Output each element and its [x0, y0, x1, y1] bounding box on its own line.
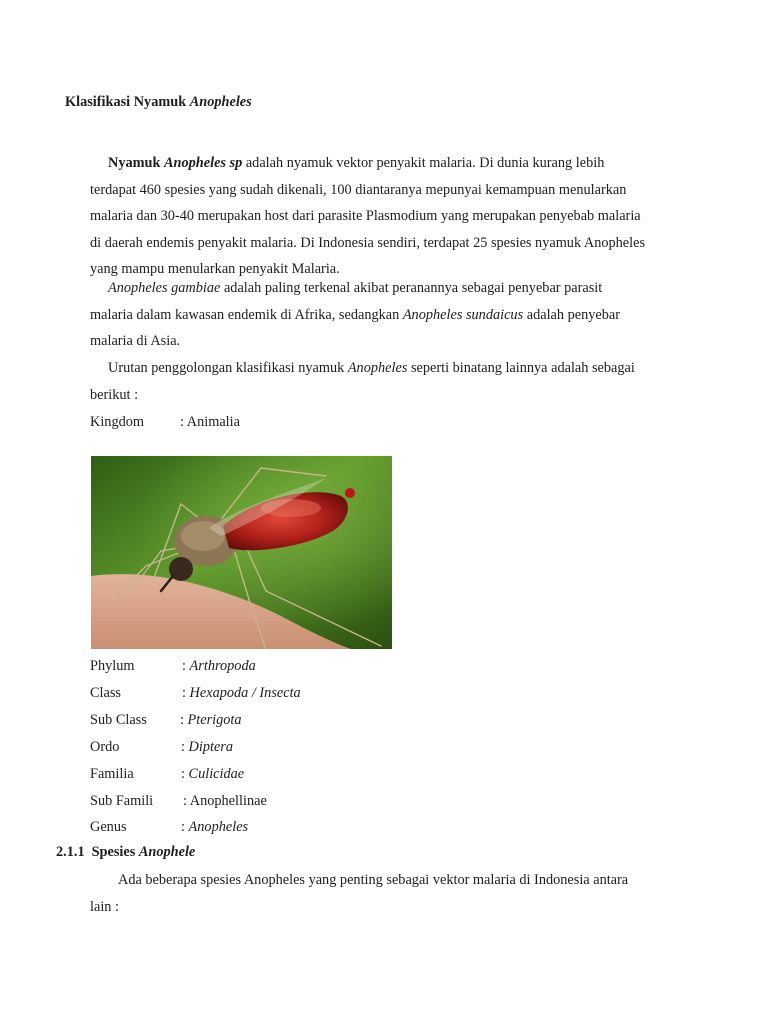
classification-value-text: Culicidae: [188, 766, 245, 782]
classification-value-text: Hexapoda / Insecta: [189, 685, 301, 701]
classification-colon: :: [180, 712, 188, 728]
p4-line2: lain :: [90, 898, 119, 915]
p2-text2: malaria dalam kawasan endemik di Afrika, sedangkan: [90, 306, 403, 323]
classification-colon: :: [181, 819, 189, 835]
classification-colon: :: [181, 766, 189, 782]
p2-text4: malaria di Asia.: [90, 333, 181, 350]
classification-label: Class: [90, 685, 121, 701]
classification-value-text: Arthropoda: [189, 658, 256, 674]
paragraph-intro: [90, 150, 680, 283]
classification-label: Phylum: [90, 658, 135, 674]
classification-value-text: Pterigota: [187, 712, 242, 728]
classification-value: [182, 656, 256, 676]
p1-line4: di daerah endemis penyakit malaria. Di Indonesia sendiri, terdapat 25 spesies nyamuk Anopheles: [90, 234, 646, 251]
p2-italic1: Anopheles gambiae: [108, 280, 221, 296]
classification-colon: :: [182, 685, 190, 701]
section-title-plain: Spesies: [91, 844, 139, 860]
section-title-italic: Anophele: [138, 844, 196, 860]
p1-line5: yang mampu menularkan penyakit Malaria.: [90, 261, 340, 278]
classification-value-text: Anopheles: [188, 819, 249, 835]
lead-bold-italic: Anopheles sp: [164, 155, 243, 171]
mosquito-illustration: [91, 456, 392, 649]
p1-line3: malaria dan 30-40 merupakan host dari parasite Plasmodium yang merupakan penyebab malaria: [90, 208, 641, 225]
classification-colon: :: [183, 793, 190, 809]
paragraph-gambiae: [90, 275, 680, 355]
classification-value: [181, 764, 244, 784]
classification-value: [181, 737, 233, 757]
kingdom-label: Kingdom: [90, 414, 145, 430]
classification-value-text: Anophellinae: [189, 793, 267, 809]
p3-text3: berikut :: [90, 386, 139, 403]
classification-label: Genus: [90, 819, 127, 835]
classification-colon: :: [182, 658, 190, 674]
kingdom-value: : Animalia: [180, 414, 240, 430]
paragraph-classification-intro: [90, 355, 680, 408]
p2-text3: adalah penyebar: [523, 306, 621, 323]
classification-value: [182, 683, 301, 703]
section-number: 2.1.1: [56, 844, 85, 860]
classification-colon: :: [181, 739, 189, 755]
classification-label: Sub Famili: [90, 793, 154, 809]
p1-line2: terdapat 460 spesies yang sudah dikenali, 100 diantaranya mepunyai kemampuan menularkan: [90, 181, 627, 198]
classification-value-text: Diptera: [188, 739, 234, 755]
document-title: [65, 94, 252, 111]
title-plain: Klasifikasi Nyamuk: [65, 94, 190, 110]
classification-value: [181, 817, 248, 837]
classification-label: Sub Class: [90, 712, 147, 728]
p2-italic2: Anopheles sundaicus: [402, 306, 524, 323]
classification-value: [183, 791, 267, 811]
mosquito-photo: [91, 456, 392, 649]
p3-text2: seperti binatang lainnya adalah sebagai: [407, 360, 635, 376]
p3-italic1: Anopheles: [347, 360, 408, 376]
p2-text1: adalah paling terkenal akibat peranannya sebagai penyebar parasit: [220, 280, 603, 296]
classification-label: Ordo: [90, 739, 120, 755]
title-italic: Anopheles: [189, 94, 252, 110]
p1-line1: adalah nyamuk vektor penyakit malaria. Di dunia kurang lebih: [242, 155, 605, 171]
p3-text1: Urutan penggolongan klasifikasi nyamuk: [108, 360, 348, 376]
lead-bold: Nyamuk: [108, 155, 165, 171]
p4-line1: Ada beberapa spesies Anopheles yang penting sebagai vektor malaria di Indonesia antara: [118, 872, 629, 888]
classification-value: [180, 710, 242, 730]
paragraph-species: [90, 867, 680, 920]
section-heading: [56, 844, 195, 861]
classification-label: Familia: [90, 766, 134, 782]
